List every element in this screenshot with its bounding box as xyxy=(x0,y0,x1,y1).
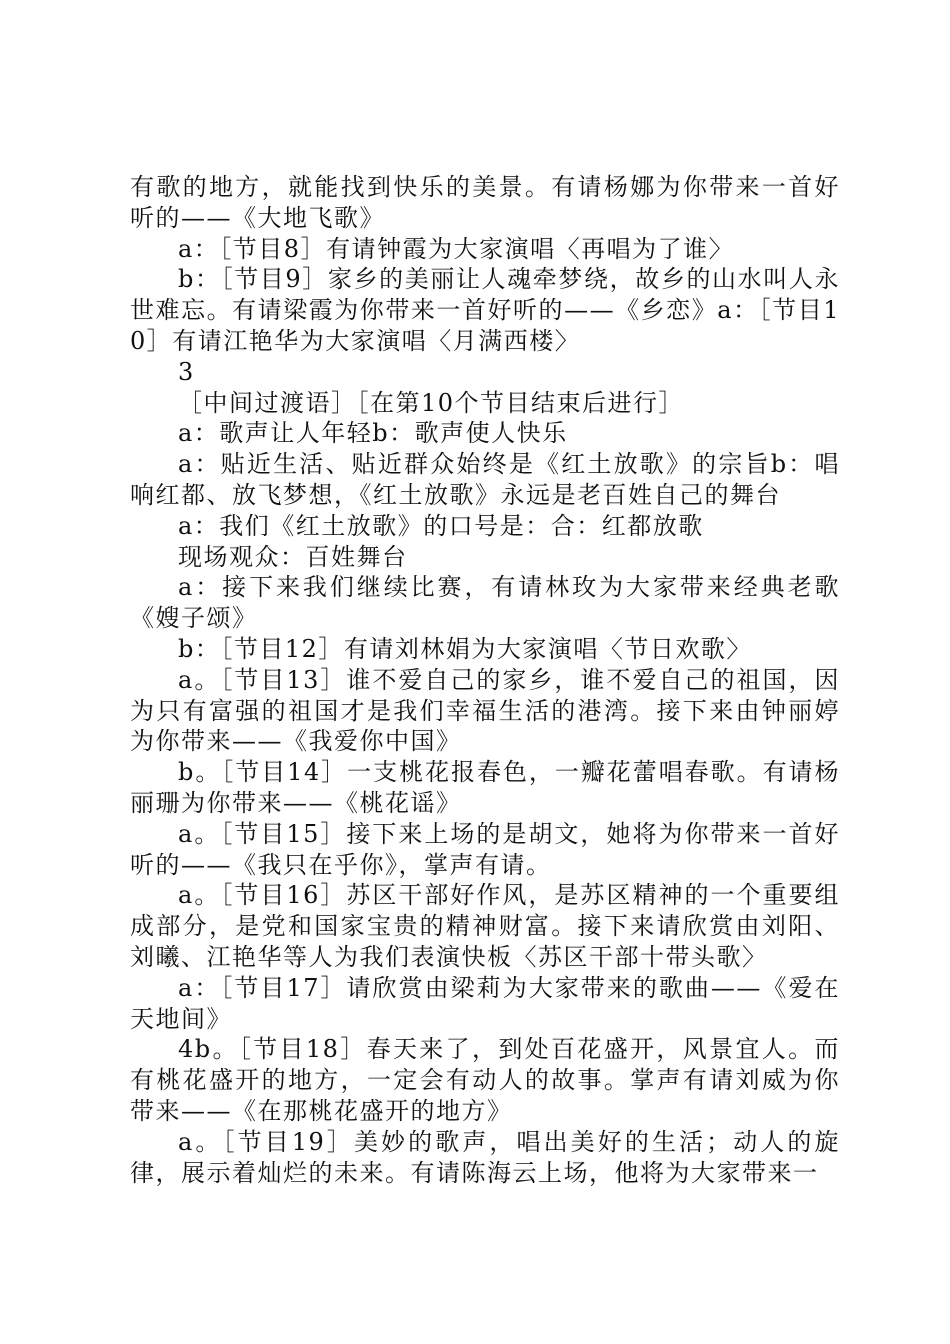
paragraph-18: a。［节目19］美妙的歌声，唱出美好的生活；动人的旋律，展示着灿烂的未来。有请陈海云上场，他将为大家带来一 xyxy=(130,1127,840,1187)
paragraph-7: a：贴近生活、贴近群众始终是《红土放歌》的宗旨b：唱响红都、放飞梦想，《红土放歌》永远是老百姓自己的舞台 xyxy=(130,450,840,509)
paragraph-3: b：［节目9］家乡的美丽让人魂牵梦绕，故乡的山水叫人永世难忘。有请梁霞为你带来一首好听的——《乡恋》a：［节目10］有请江艳华为大家演唱〈月满西楼〉 xyxy=(130,265,840,355)
document-page xyxy=(130,172,840,1188)
paragraph-6: a：歌声让人年轻b：歌声使人快乐 xyxy=(178,419,568,448)
paragraph-16: a：［节目17］请欣赏由梁莉为大家带来的歌曲——《爱在天地间》 xyxy=(130,973,840,1033)
paragraph-11: b：［节目12］有请刘林娟为大家演唱〈节日欢歌〉 xyxy=(178,634,752,663)
paragraph-13: b。［节目14］一支桃花报春色，一瓣花蕾唱春歌。有请杨丽珊为你带来——《桃花谣》 xyxy=(130,758,840,817)
paragraph-14: a。［节目15］接下来上场的是胡文，她将为你带来一首好听的——《我只在乎你》，掌声有请。 xyxy=(130,819,840,879)
paragraph-15: a。［节目16］苏区干部好作风，是苏区精神的一个重要组成部分，是党和国家宝贵的精神财富。接下来请欣赏由刘阳、刘曦、江艳华等人为我们表演快板〈苏区干部十带头歌〉 xyxy=(130,881,840,971)
paragraph-1: 有歌的地方，就能找到快乐的美景。有请杨娜为你带来一首好听的——《大地飞歌》 xyxy=(130,173,840,232)
paragraph-2: a：［节目8］有请钟霞为大家演唱〈再唱为了谁〉 xyxy=(178,234,735,263)
paragraph-transition-heading: ［中间过渡语］［在第10个节目结束后进行］ xyxy=(178,388,685,417)
paragraph-10: a：接下来我们继续比赛，有请林玫为大家带来经典老歌《嫂子颂》 xyxy=(130,573,840,633)
page-number-3: 3 xyxy=(178,357,195,386)
paragraph-9: 现场观众：百姓舞台 xyxy=(178,542,408,571)
paragraph-8: a：我们《红土放歌》的口号是：合：红都放歌 xyxy=(178,511,704,540)
paragraph-12: a。［节目13］谁不爱自己的家乡，谁不爱自己的祖国，因为只有富强的祖国才是我们幸福生活的港湾。接下来由钟丽婷为你带来——《我爱你中国》 xyxy=(130,665,840,756)
paragraph-17: 4b。［节目18］春天来了，到处百花盛开，风景宜人。而有桃花盛开的地方，一定会有动人的故事。掌声有请刘威为你带来——《在那桃花盛开的地方》 xyxy=(130,1035,840,1125)
